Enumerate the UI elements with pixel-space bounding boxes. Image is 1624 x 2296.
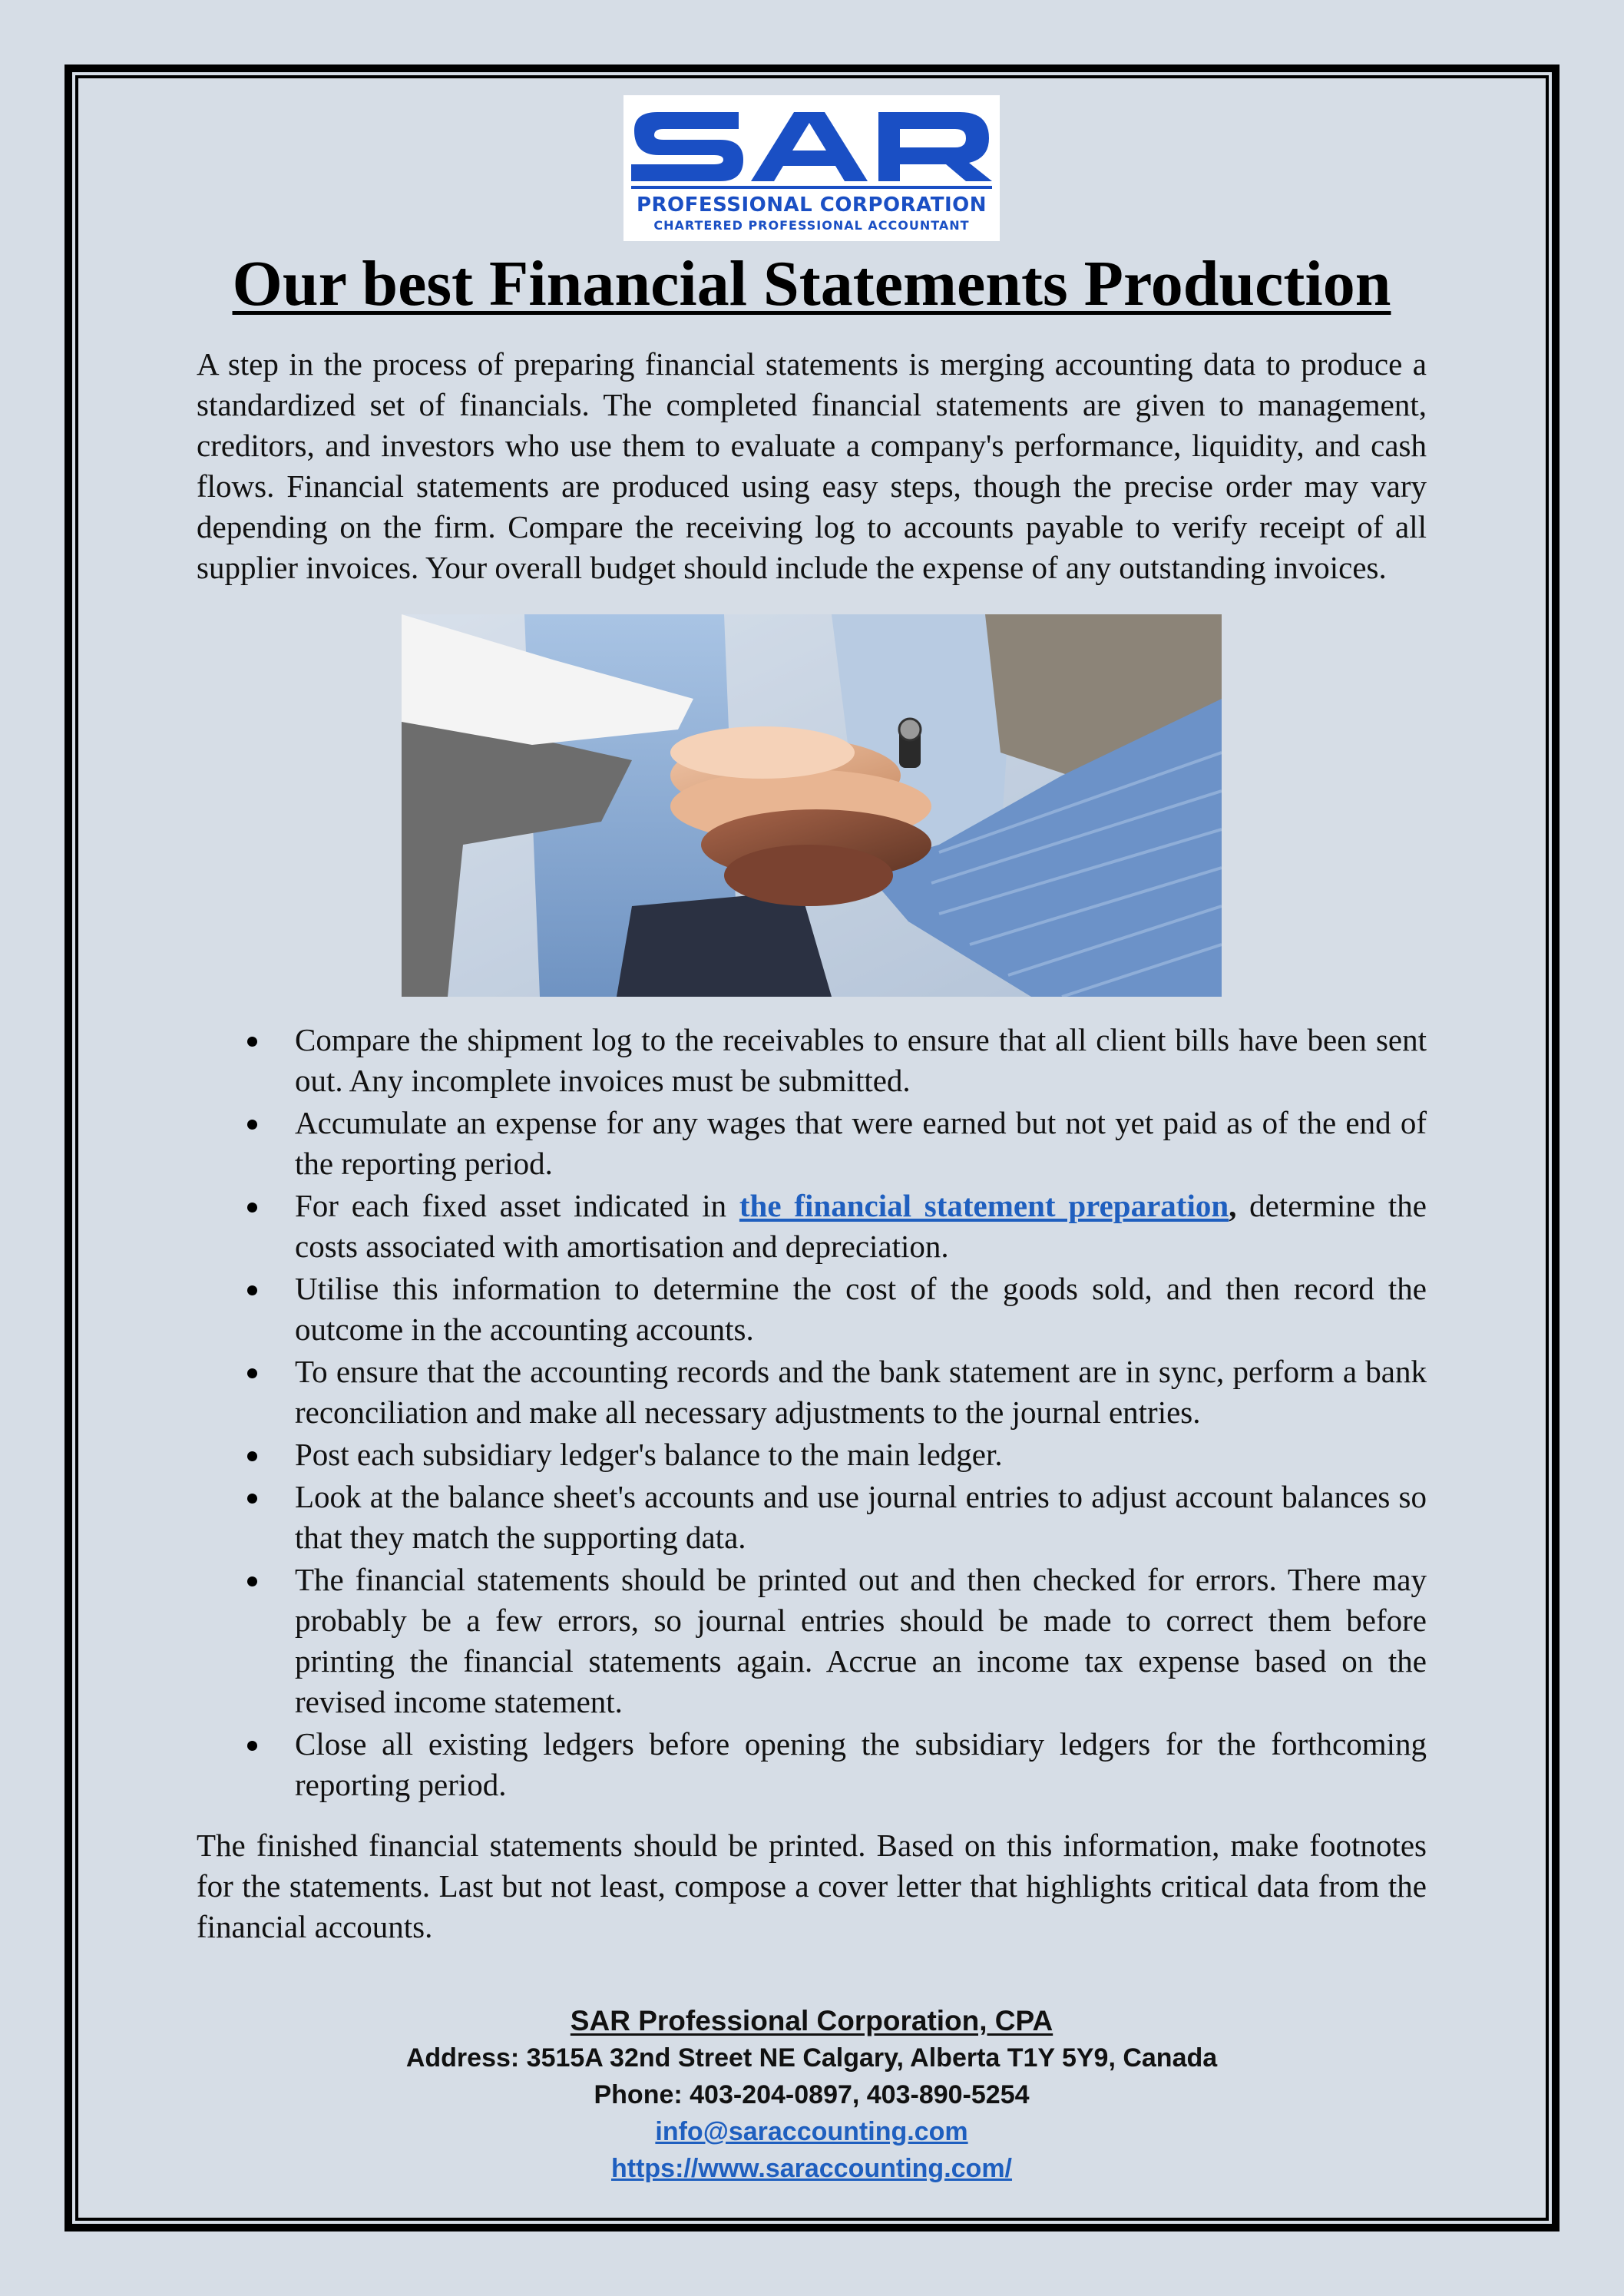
contact-block xyxy=(197,2003,1427,2187)
team-hands-photo xyxy=(402,614,1222,997)
list-item: Accumulate an expense for any wages that were earned but not yet paid as of the end of the reporting period. xyxy=(295,1103,1427,1184)
list-item-text: determine the costs associated with amortisation and depreciation. xyxy=(295,1188,1427,1264)
intro-paragraph: A step in the process of preparing financial statements is merging accounting data to produce a standardized set of financials. The completed financial statements are given to management, creditors, and investors who use them to evaluate a company's performance, liquidity, and cash flows. Financial statements are produced using easy steps, though the precise order may vary depending on the firm. Compare the receiving log to accounts payable to verify receipt of all supplier invoices. Your overall budget should include the expense of any outstanding invoices. xyxy=(197,346,1427,585)
sar-logo xyxy=(623,95,1000,241)
list-item: Post each subsidiary ledger's balance to the main ledger. xyxy=(295,1434,1427,1475)
email-link[interactable]: info@saraccounting.com xyxy=(655,2117,968,2146)
list-item: Close all existing ledgers before opening the subsidiary ledgers for the forthcoming reporting period. xyxy=(295,1724,1427,1805)
list-item-text: For each fixed asset indicated in xyxy=(295,1188,739,1223)
website-link[interactable]: https://www.saraccounting.com/ xyxy=(610,2154,1013,2183)
address-line: Address: 3515A 32nd Street NE Calgary, Alberta T1Y 5Y9, Canada xyxy=(405,2043,1218,2073)
list-item: Look at the balance sheet's accounts and use journal entries to adjust account balances so that they match the supporting data. xyxy=(295,1477,1427,1558)
list-item: Utilise this information to determine the cost of the goods sold, and then record the outcome in the accounting accounts. xyxy=(295,1269,1427,1350)
logo-line-chartered: CHARTERED PROFESSIONAL ACCOUNTANT xyxy=(653,218,970,233)
list-item: Compare the shipment log to the receivables to ensure that all client bills have been sent out. Any incomplete invoices must be submitted. xyxy=(295,1020,1427,1101)
document-content xyxy=(197,95,1427,2187)
list-item-punctuation: , xyxy=(1229,1188,1237,1223)
company-name: SAR Professional Corporation, CPA xyxy=(570,2005,1053,2036)
list-item xyxy=(295,1186,1427,1267)
list-item: To ensure that the accounting records and the bank statement are in sync, perform a bank reconciliation and make all necessary adjustments to the journal entries. xyxy=(295,1351,1427,1433)
financial-statement-preparation-link[interactable]: the financial statement preparation xyxy=(739,1188,1229,1223)
steps-list xyxy=(197,1020,1427,1805)
logo-line-professional: PROFESSIONAL CORPORATION xyxy=(636,194,987,217)
list-item: The financial statements should be printed out and then checked for errors. There may probably be a few errors, so journal entries should be made to correct them before printing the financial statements again. Accrue an income tax expense based on the revised income statement. xyxy=(295,1560,1427,1722)
page-title: Our best Financial Statements Production xyxy=(232,248,1391,319)
closing-paragraph: The finished financial statements should be printed. Based on this information, make footnotes for the statements. Last but not least, compose a cover letter that highlights critical data from the financial accounts. xyxy=(197,1828,1427,1944)
phone-line: Phone: 403-204-0897, 403-890-5254 xyxy=(594,2080,1030,2109)
